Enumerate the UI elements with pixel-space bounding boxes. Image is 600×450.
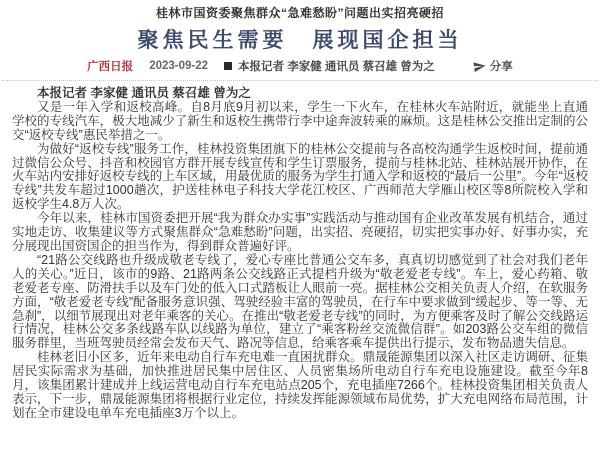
- article-body: [0, 81, 600, 421]
- article-paragraph: “21路公交线路也升级成敬老专线了，爱心专座比普通公交车多，真真切切感觉到了社会对我们老年人的关心。”近日，该市的9路、21路两条公交线路正式提档升级为“敬老爱老专线”。车上，爱心药箱、敬老爱老专座、防滑扶手以及车门处的低入口式踏板让人眼前一亮。据桂林公交相关负责人介绍，在软服务方面，“敬老爱老专线”配备服务意识强、驾驶经验丰富的驾驶员，在行车中要求做到“缓起步、等一等、无急刹”，以细节展现出对老年乘客的关心。在推出“敬老爱老专线”的同时，为方便乘客及时了解公交线路运行情况，桂林公交多条线路车队以线路为单位，建立了“乘客粉丝交流微信群”。如203路公交车组的微信服务群里，当班驾驶员经常会发布天气、路况等信息，给乘客乘车提供出行提示，发布物品遗失信息。: [12, 252, 588, 351]
- publish-date: 2023-09-22: [149, 60, 209, 72]
- article-title: 聚焦民生需要 展现国企担当: [137, 28, 463, 52]
- share-button[interactable]: [473, 58, 513, 74]
- article-paragraph: 为做好“返校专线”服务工作，桂林投资集团旗下的桂林公交提前与各高校沟通学生返校时间，提前通过微信公众号、抖音和校园官方群开展专线宣传和学生订票服务，提前与桂林北站、桂林站展开协作，在火车站内安排好返校专线的上车区域，用最优质的服务为学生打通入学和返校的“最后一公里”。今年“返校专线”共发车超过1000趟次，护送桂林电子科技大学花江校区、广西师范大学雁山校区等8所院校入学和返校学生4.8万人次。: [12, 141, 588, 212]
- article-paragraph: 桂林老旧小区多，近年来电动自行车充电难一直困扰群众。鼎晟能源集团以深入社区走访调研、征集居民实际需求为基础，加快推进居民集中居住区、人员密集场所电动自行车充电设施建设。截至今年8月，该集团累计建成并上线运营电动自行车充电站点205个，充电插座7266个。桂林投资集团相关负责人表示，下一步，鼎晟能源集团将根据行业定位，持续发挥能源领域布局优势，扩大充电网络布局范围，计划在全市建设电单车充电插座3万个以上。: [12, 350, 588, 420]
- article-kicker: 桂林市国资委聚焦群众“急难愁盼”问题出实招亮硬招: [155, 6, 444, 20]
- share-label: 分享: [489, 61, 513, 73]
- reporter-marker-icon: [224, 62, 232, 70]
- source-name-link[interactable]: 广西日报: [87, 61, 134, 73]
- article-byline: 本报记者 李家健 通讯员 蔡召雄 曾为之: [37, 86, 251, 100]
- article-meta-row: [2, 58, 598, 81]
- article-paragraph: 今年以来，桂林市国资委把开展“我为群众办实事”实践活动与推动国有企业改革发展有机结合，通过实地走访、收集建议等方式聚焦群众“急难愁盼”问题，出实招、亮硬招，切实把实事办好、好事办实，充分展现出国资国企的担当作为，得到群众普遍好评。: [12, 211, 588, 253]
- meta-reporters-label: 本报记者 李家健 通讯员 蔡召雄 曾为之: [238, 61, 435, 73]
- paper-plane-icon: [473, 60, 486, 73]
- meta-reporters: [224, 58, 435, 74]
- article-paragraph: 又是一年入学和返校高峰。自8月底9月初以来，学生一下火车，在桂林火车站附近，就能坐上直通学校的专线汽车，极大地减少了新生和返校生携带行李中途奔波转乘的麻烦。这是桂林公交推出定制的公交“返校专线”惠民举措之一。: [12, 99, 588, 142]
